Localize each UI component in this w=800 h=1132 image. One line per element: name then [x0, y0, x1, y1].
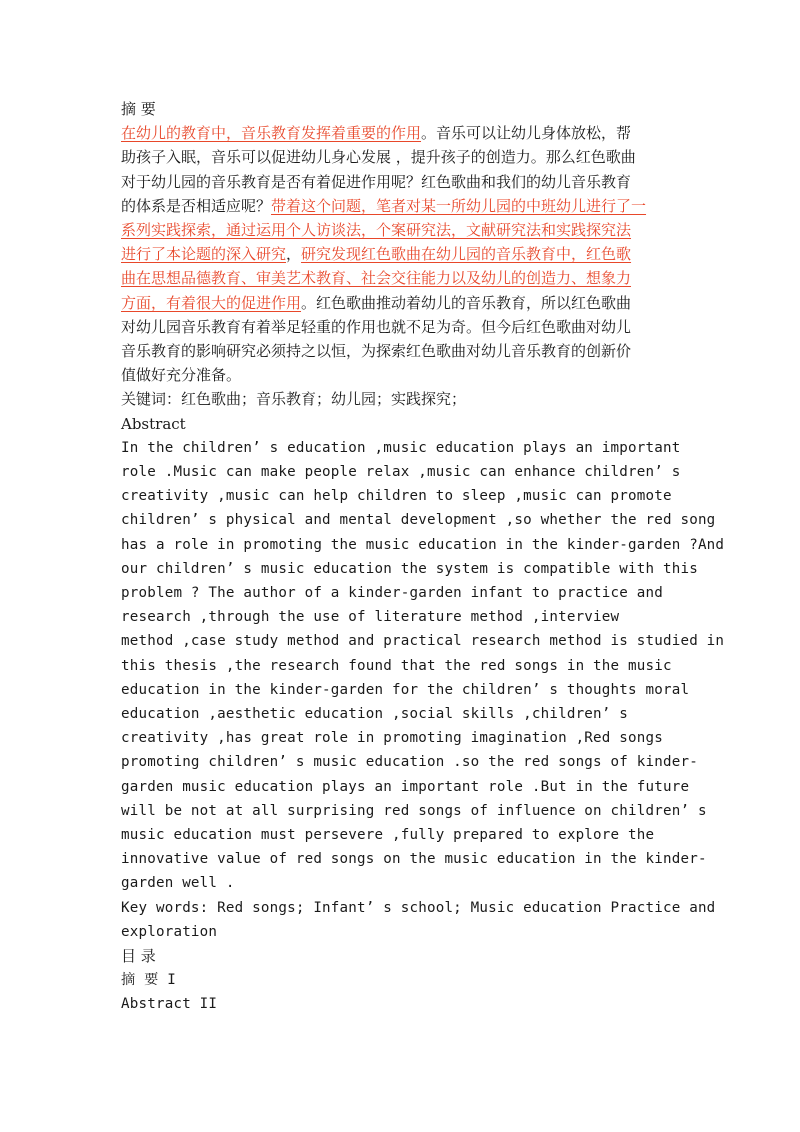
- abstract-cn-line: [121, 194, 646, 218]
- abstract-cn-line: [121, 242, 631, 266]
- abstract-en-line: method ,case study method and practical research method is studied in: [121, 633, 725, 650]
- abstract-en-line: garden music education plays an important role .But in the future: [121, 778, 690, 795]
- abstract-en-line: music education must persevere ,fully prepared to explore the: [121, 827, 655, 843]
- abstract-en-line: our children’ s music education the system is compatible with this: [121, 560, 698, 577]
- highlighted-text: 研究发现红色歌曲在幼儿园的音乐教育中，红色歌: [301, 245, 632, 264]
- abstract-en-line: has a role in promoting the music education in the kinder-garden ?And: [121, 536, 725, 553]
- toc-heading: 目 录: [121, 947, 156, 965]
- highlighted-text: 带着这个问题，笔者对某一所幼儿园的中班幼儿进行了一: [271, 196, 647, 215]
- text-segment: 对幼儿园音乐教育有着举足轻重的作用也就不足为奇。但今后红色歌曲对幼儿: [121, 317, 632, 336]
- abstract-cn-line: [121, 170, 631, 194]
- highlighted-text: 系列实践探索，通过运用个人访谈法，个案研究法，文献研究法和实践探究法: [121, 221, 632, 239]
- abstract-en-line: problem ? The author of a kinder-garden infant to practice and: [121, 585, 663, 601]
- abstract-en-line: research ,through the use of literature method ,interview: [121, 609, 620, 626]
- abstract-cn-line: [121, 291, 631, 315]
- toc-item: 摘 要 I: [121, 972, 176, 989]
- keywords-cn: 关键词：红色歌曲；音乐教育；幼儿园；实践探究；: [121, 390, 467, 409]
- abstract-cn-line: [121, 339, 631, 363]
- abstract-en-line: education in the kinder-garden for the children’ s thoughts moral: [121, 681, 690, 698]
- abstract-en-line: In the children’ s education ,music education plays an important: [121, 439, 681, 456]
- text-segment: 。红色歌曲推动着幼儿的音乐教育，所以红色歌曲: [301, 293, 632, 312]
- text-segment: 值做好充分准备。: [121, 366, 242, 385]
- abstract-en-line: this thesis ,the research found that the red songs in the music: [121, 657, 672, 674]
- abstract-en-line: education ,aesthetic education ,social skills ,children’ s: [121, 706, 629, 722]
- abstract-cn-line: [121, 218, 631, 242]
- text-segment: 音乐教育的影响研究必须持之以恒，为探索红色歌曲对幼儿音乐教育的创新价: [121, 342, 632, 360]
- highlighted-text: 曲在思想品德教育、审美艺术教育、社会交往能力以及幼儿的创造力、想象力: [121, 269, 632, 288]
- abstract-cn-line: [121, 145, 636, 169]
- text-segment: 。音乐可以让幼儿身体放松，帮: [421, 124, 632, 143]
- abstract-en-line: role .Music can make people relax ,music can enhance children’ s: [121, 464, 681, 480]
- text-segment: 对于幼儿园的音乐教育是否有着促进作用呢？红色歌曲和我们的幼儿音乐教育: [121, 172, 632, 191]
- toc-item: Abstract II: [121, 996, 218, 1013]
- abstract-en-line: creativity ,music can help children to sleep ,music can promote: [121, 488, 672, 505]
- text-segment: 的体系是否相适应呢？: [121, 196, 272, 215]
- highlighted-text: 在幼儿的教育中，音乐教育发挥着重要的作用: [121, 124, 422, 143]
- abstract-cn-line: [121, 121, 631, 145]
- text-segment: ，: [286, 245, 302, 264]
- abstract-cn-line: [121, 266, 631, 290]
- abstract-en-heading: Abstract: [121, 414, 186, 433]
- abstract-en-line: promoting children’ s music education .so the red songs of kinder-: [121, 754, 698, 771]
- abstract-en-line: children’ s physical and mental development ,so whether the red song: [121, 512, 716, 529]
- abstract-en-line: innovative value of red songs on the music education in the kinder-: [121, 851, 707, 868]
- abstract-en-line: garden well .: [121, 875, 235, 892]
- abstract-cn-line: [121, 363, 241, 387]
- highlighted-text: 方面，有着很大的促进作用: [121, 293, 302, 312]
- abstract-cn-line: [121, 315, 631, 339]
- abstract-en-line: will be not at all surprising red songs of influence on children’ s: [121, 802, 707, 819]
- keywords-en-line: Key words: Red songs; Infant’ s school; Music education Practice and: [121, 899, 716, 916]
- highlighted-text: 进行了本论题的深入研究: [121, 245, 287, 264]
- abstract-en-line: creativity ,has great role in promoting imagination ,Red songs: [121, 730, 663, 747]
- text-segment: 助孩子入眠，音乐可以促进幼儿身心发展 ，提升孩子的创造力。那么红色歌曲: [121, 148, 636, 167]
- abstract-cn-heading: 摘 要: [121, 100, 156, 118]
- keywords-en-line: exploration: [121, 923, 218, 940]
